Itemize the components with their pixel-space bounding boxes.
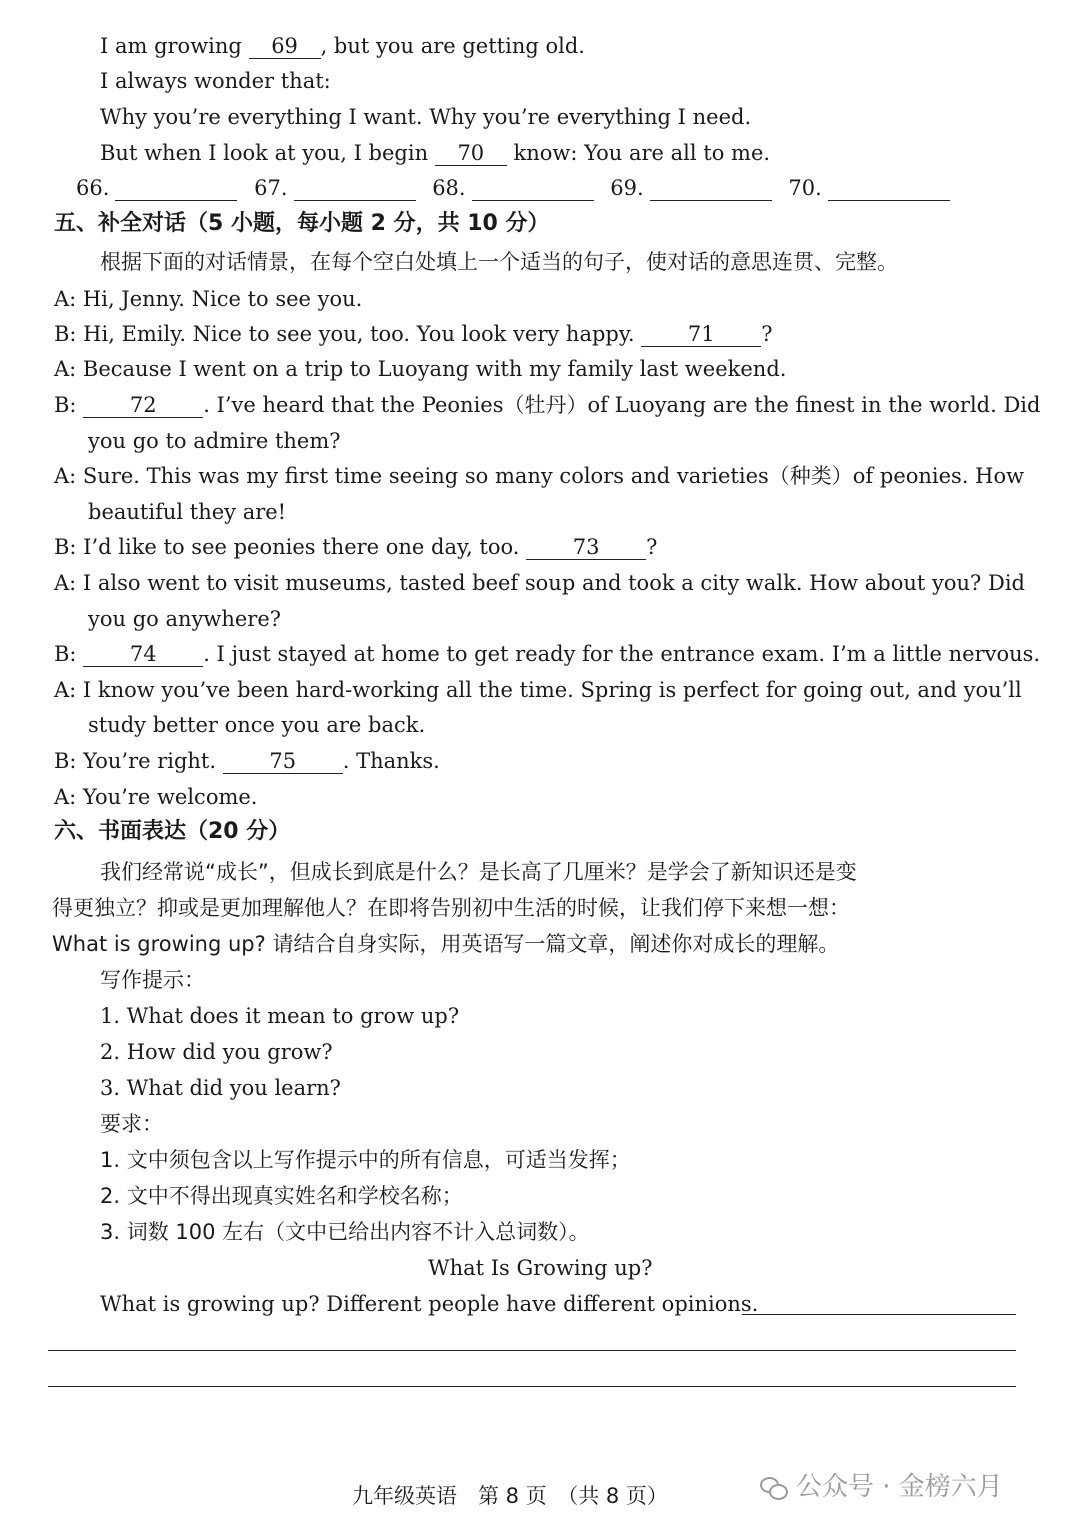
answer-line[interactable] (294, 176, 416, 201)
dialogue-text: . Thanks. (342, 749, 440, 773)
hint-item: 3. What did you learn? (100, 1076, 341, 1100)
answer-line[interactable] (115, 176, 237, 201)
dialogue-line: A: Hi, Jenny. Nice to see you. (54, 287, 363, 311)
blank-74: 74 (83, 642, 203, 667)
dialogue-text: B: You’re right. (54, 749, 217, 773)
dialogue-text: B: (54, 642, 77, 666)
hint-title: 写作提示： (100, 968, 205, 992)
dialogue-text: B: Hi, Emily. Nice to see you, too. You look very happy. (54, 322, 635, 346)
watermark-text: 公众号 · 金榜六月 (796, 1472, 1003, 1502)
page-footer: 九年级英语 第 8 页 （共 8 页） (352, 1484, 668, 1508)
blank-71: 71 (641, 322, 761, 347)
dialogue-line: you go to admire them? (88, 429, 341, 453)
requirement-item: 3. 词数 100 左右（文中已给出内容不计入总词数）。 (100, 1220, 590, 1244)
dialogue-line: study better once you are back. (88, 713, 426, 737)
dialogue-text: . I’ve heard that the Peonies（牡丹）of Luoyang are the finest in the world. Did (203, 393, 1041, 417)
blank-69: 69 (249, 34, 321, 59)
blank-70: 70 (435, 141, 507, 166)
dialogue-line: A: I know you’ve been hard-working all the time. Spring is perfect for going out, and you’ll (54, 678, 1022, 702)
dialogue-text: . I just stayed at home to get ready for the entrance exam. I’m a little nervous. (203, 642, 1041, 666)
hint-item: 2. How did you grow? (100, 1040, 333, 1064)
answer-number: 66. (76, 176, 110, 200)
poem-line-3: Why you’re everything I want. Why you’re everything I need. (100, 105, 752, 129)
answer-line[interactable] (828, 176, 950, 201)
poem-text: But when I look at you, I begin (100, 141, 429, 165)
poem-text: I am growing (100, 34, 242, 58)
writing-line[interactable] (48, 1386, 1016, 1387)
poem-line-4 (100, 139, 770, 167)
blank-75: 75 (223, 749, 343, 774)
answer-number: 70. (788, 176, 822, 200)
answer-line[interactable] (650, 176, 772, 201)
blank-73: 73 (526, 535, 646, 560)
answer-line[interactable] (472, 176, 594, 201)
hint-item: 1. What does it mean to grow up? (100, 1004, 460, 1028)
poem-line-2: I always wonder that: (100, 69, 331, 93)
dialogue-text: ? (646, 535, 658, 559)
dialogue-line: beautiful they are! (88, 500, 287, 524)
dialogue-line: A: You’re welcome. (54, 785, 258, 809)
essay-start: What is growing up? Different people have different opinions. (100, 1292, 759, 1316)
section-5-heading: 五、补全对话（5 小题，每小题 2 分，共 10 分） (54, 211, 550, 236)
prompt-paragraph: 我们经常说“成长”，但成长到底是什么？是长高了几厘米？是学会了新知识还是变 (100, 860, 857, 884)
dialogue-line: you go anywhere? (88, 607, 282, 631)
section-6-heading: 六、书面表达（20 分） (54, 819, 291, 844)
prompt-paragraph: 得更独立？抑或是更加理解他人？在即将告别初中生活的时候，让我们停下来想一想： (52, 896, 850, 920)
watermark (760, 1466, 1003, 1503)
poem-text: , but you are getting old. (320, 34, 585, 58)
requirement-item: 1. 文中须包含以上写作提示中的所有信息，可适当发挥； (100, 1148, 631, 1172)
dialogue-line (54, 391, 1040, 419)
dialogue-text: ? (761, 322, 773, 346)
section-5-instruction: 根据下面的对话情景，在每个空白处填上一个适当的句子，使对话的意思连贯、完整。 (100, 250, 898, 274)
dialogue-line (54, 747, 440, 775)
answer-number: 67. (254, 176, 288, 200)
dialogue-line (54, 320, 773, 348)
writing-line[interactable] (742, 1314, 1016, 1315)
blank-72: 72 (83, 393, 203, 418)
poem-line-1 (100, 32, 585, 60)
writing-line[interactable] (48, 1350, 1016, 1351)
dialogue-text: B: (54, 393, 77, 417)
essay-title: What Is Growing up? (428, 1256, 653, 1280)
answer-number: 69. (610, 176, 644, 200)
requirement-item: 2. 文中不得出现真实姓名和学校名称； (100, 1184, 463, 1208)
dialogue-line: A: Sure. This was my first time seeing so many colors and varieties（种类）of peonies. How (54, 464, 1025, 488)
poem-text: know: You are all to me. (513, 141, 771, 165)
dialogue-line: A: Because I went on a trip to Luoyang with my family last weekend. (54, 357, 787, 381)
dialogue-text: B: I’d like to see peonies there one day, too. (54, 535, 520, 559)
dialogue-line: A: I also went to visit museums, tasted beef soup and took a city walk. How about you? Did (54, 571, 1025, 595)
answer-number: 68. (432, 176, 466, 200)
dialogue-line (54, 533, 657, 561)
dialogue-line (54, 640, 1040, 668)
prompt-paragraph: What is growing up? 请结合自身实际，用英语写一篇文章，阐述你对成长的理解。 (52, 932, 840, 956)
requirements-title: 要求： (100, 1112, 163, 1136)
wechat-icon (760, 1477, 788, 1499)
answer-blank-row (76, 174, 950, 202)
